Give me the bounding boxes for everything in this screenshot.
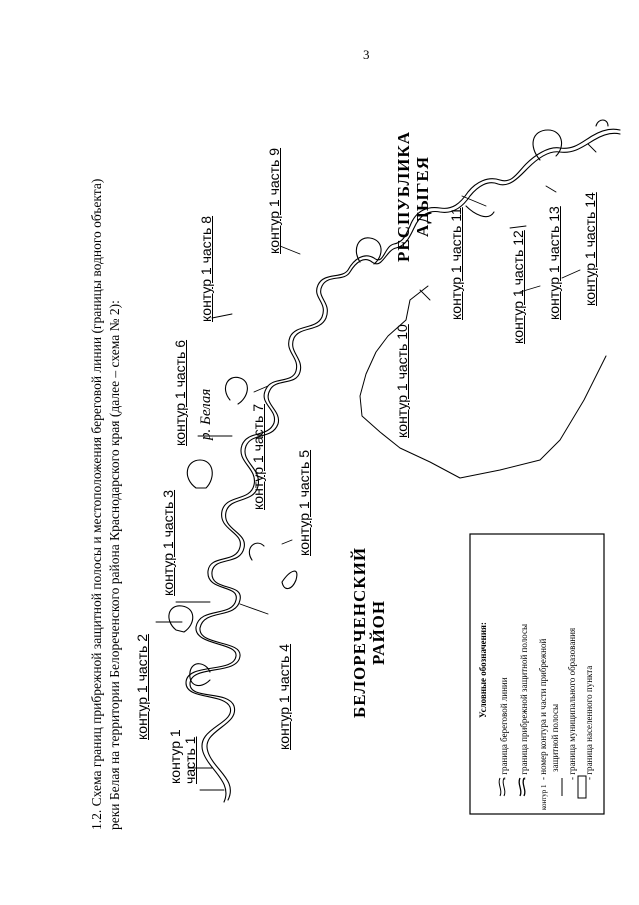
label-contour-1-part-10: контур 1 часть 10 (394, 324, 410, 438)
district-line-2: РАЙОН (369, 599, 388, 666)
label-line: часть 1 (182, 736, 198, 784)
legend-sample-label: контур 1 (540, 784, 548, 810)
legend-item-protection-strip: - граница прибрежной защитной полосы (519, 623, 529, 780)
page-number: 3 (363, 47, 370, 62)
republic-name (394, 131, 432, 262)
caption-line-2: реки Белая на территории Белореченского района Краснодарского края (далее – схема № 2): (107, 300, 122, 830)
label-contour-1-part-4: контур 1 часть 4 (276, 643, 292, 750)
legend-item-municipal-border: - граница муниципального образования (567, 627, 577, 780)
legend-item-shoreline: - граница береговой линии (499, 677, 509, 780)
legend-item-contour-number: - номер контура и части прибрежной (538, 638, 548, 780)
label-contour-1-part-6: контур 1 часть 6 (172, 339, 188, 446)
district-name (350, 547, 388, 718)
legend-title: Условные обозначения: (478, 622, 488, 718)
label-contour-1-part-11: контур 1 часть 11 (448, 207, 464, 320)
label-contour-1-part-13: контур 1 часть 13 (546, 206, 562, 320)
label-line: контур 1 (167, 729, 183, 784)
republic-line-1: РЕСПУБЛИКА (394, 130, 413, 262)
legend (478, 622, 595, 810)
label-contour-1-part-9: контур 1 часть 9 (266, 147, 282, 254)
label-contour-1-part-12: контур 1 часть 12 (510, 230, 526, 344)
district-line-1: БЕЛОРЕЧЕНСКИЙ (350, 546, 369, 718)
label-contour-1-part-3: контур 1 часть 3 (160, 489, 176, 596)
label-contour-1-part-1 (168, 729, 198, 784)
label-contour-1-part-2: контур 1 часть 2 (134, 633, 150, 740)
label-contour-1-part-7: контур 1 часть 7 (250, 403, 266, 510)
label-contour-1-part-14: контур 1 часть 14 (582, 192, 598, 306)
caption-line-1: 1.2. Схема границ прибрежной защитной полосы и местоположения береговой линии (границы водного объекта) (89, 178, 104, 830)
label-contour-1-part-5: контур 1 часть 5 (296, 449, 312, 556)
label-contour-1-part-8: контур 1 часть 8 (198, 215, 214, 322)
legend-item-settlement-border: - граница населенного пункта (584, 665, 594, 780)
river-name: р. Белая (198, 388, 214, 440)
legend-item-contour-number-2: защитной полосы (550, 703, 560, 772)
republic-line-2: АДЫГЕЯ (413, 155, 432, 238)
